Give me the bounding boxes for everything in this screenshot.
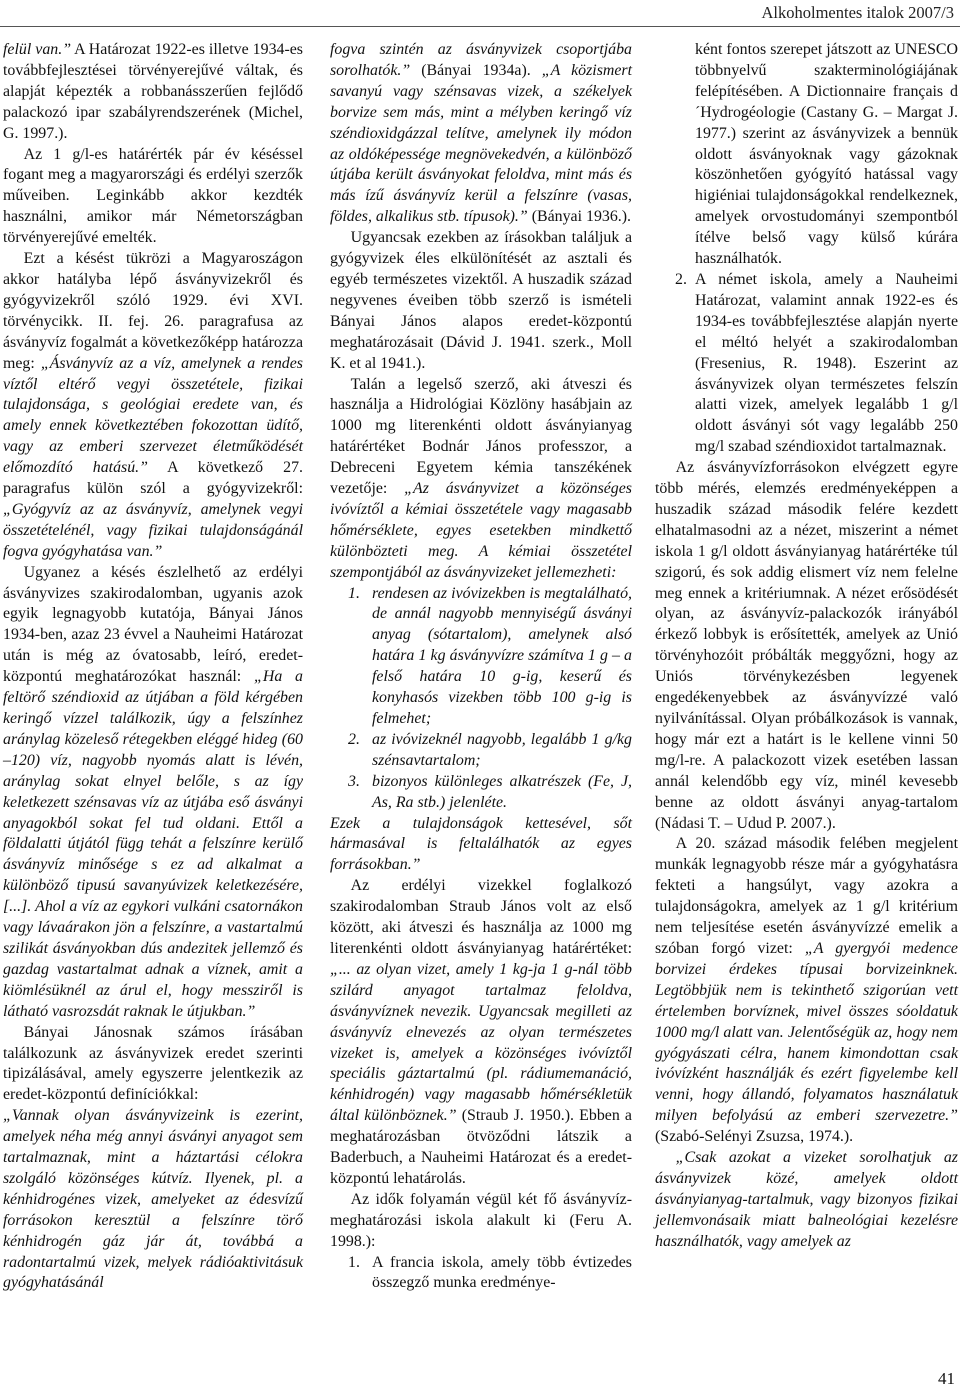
list-text: bizonyos különleges alkatrészek (Fe, J, As, Ra stb.) jelenléte. bbox=[372, 772, 632, 811]
list-item bbox=[330, 584, 632, 730]
paragraph: Ugyancsak ezekben az írásokban találjuk a gyógyvizek éles elkülönítését az asztali és egyéb természetes vizektől. A huszadik század negyvenes éveiben több szerző is ismételi Bányai János alapos eredet-központú meghatározásait (Dávid J. 1941. szerk., Moll K. et al 1941.). bbox=[330, 229, 632, 372]
quote-bodnar: „Az ásványvizet a közönséges ivóvíztől a kémiai összetétele vagy magasabb hőmérséklete, egyes esetekben mindkettő különbözteti meg. A kémiai összetétel szempontjából az ásványvizeket jellemezheti: bbox=[330, 480, 632, 581]
citation: (Bányai 1936.). bbox=[527, 208, 632, 226]
list-number: 1. bbox=[348, 1253, 360, 1271]
paragraph bbox=[3, 249, 303, 563]
paragraph bbox=[655, 834, 958, 1148]
quote-final: „Csak azokat a vizeket sorolhatjuk az ásványvizek közé, amelyek oldott ásványianyag-tartalmuk, vagy bizonyos fizikai jellemvonásaik miatt balneológiai kezelésre használhatók, vagy amelyek az bbox=[655, 1149, 958, 1250]
quote-definition-medicinal-water: „Gyógyvíz az az ásványvíz, amelynek vegyi összetételénél, vagy fizikai tulajdonságánál fogva gyógyhatása van.” bbox=[3, 500, 303, 560]
list-item bbox=[330, 772, 632, 814]
paragraph bbox=[330, 876, 632, 1190]
numbered-list bbox=[330, 584, 632, 814]
paragraph: Bányai Jánosnak számos írásában találkozunk az ásványvizek eredet szerinti tipizálásával, amely egyszerre jelentkezik az eredet-központú definíciókkal: bbox=[3, 1023, 303, 1104]
text-column-1 bbox=[3, 40, 303, 1294]
page-number: 41 bbox=[938, 1369, 955, 1388]
quote-fragment: felül van.” bbox=[3, 41, 72, 58]
text-run: A 20. század második felében megjelent munkák legnagyobb része már a gyógyhatásra fekteti a hangsúlyt, vagy azokra a tulajdonságokra, amelyek az 1 g/l kritérium nem teljesítése esetén ásványvízzé emelik a szóban forgó vizet: bbox=[655, 835, 958, 957]
list-number: 3. bbox=[348, 772, 360, 790]
paragraph bbox=[3, 563, 303, 1023]
list-item bbox=[330, 1253, 632, 1295]
quote-fragment: fogva szintén az ásványvizek csoportjába sorolhatók.” bbox=[330, 41, 632, 79]
paragraph bbox=[330, 40, 632, 228]
list-item bbox=[655, 270, 958, 458]
paragraph-quote bbox=[655, 1148, 958, 1253]
text-column-2 bbox=[330, 40, 632, 1294]
list-number: 1. bbox=[348, 584, 360, 602]
list-number: 2. bbox=[675, 270, 687, 288]
quote-banyai: „Ha a feltörő széndioxid az útjában a föld kérgében keringő vízzel találkozik, úgy a felszínhez aránylag közeleső rétegekben eléggé hideg (60 –120) víz, nagyobb nyomás alatt is lévén, aránylag sokat elnyel belőle, s az így keletkezett szénsavas víz az útjába eső ásványi anyagokból sokat fel tud oldani. Ettől a földalatti útjától függ tehát a felszínre kerülő ásványvíz minősége s ez ad alkalmat a különböző tipusú savanyúvizek keletkezésére, [...]. Ahol a víz az egykori vulkáni csatornákon vagy lávaárakon jön a felszínre, a vastartalmú szilikát ásványokban dús andezitek jellemző és gazdag vastartalmat adnak a víznek, amit a kiömlésüknél az árul el, hogy messziről is látható vasrozsdát raknak le útjukban.” bbox=[3, 668, 303, 1020]
quote-gyergyo: „A gyergyói medence borvizei érdekes típusai borvizeinknek. Legtöbbjük nem is tekinthető szigorúan vett értelemben borvíznek, mivel összes sóoldatuk 1000 mg/l alatt van. Jelentőségük az, hogy nem gyógyászati célra, hanem kimondottan csak ivóvízként használják és ezért figyelembe kell venni, hogy állandó, folyamatos használatuk milyen befolyású az emberi szervezetre.” bbox=[655, 939, 958, 1125]
list-text: A francia iskola, amely több évtizedes összegző munka eredménye- bbox=[372, 1253, 632, 1292]
citation: (Bányai 1934a). bbox=[410, 61, 542, 79]
numbered-list bbox=[655, 270, 958, 458]
text-column-3 bbox=[655, 40, 958, 1253]
quote-end: Ezek a tulajdonságok kettesével, sőt hármasával is feltalálhatók az egyes forrásokban.” bbox=[330, 814, 632, 874]
text-run: Ezt a késést tükrözi a Magyaroszágon akkor hatályba lépő ásványvizekről és gyógyvizekről szóló 1929. évi XVI. törvénycikk. II. fej. 26. paragrafusa az ásványvíz fogalmát a következőképp határozza meg: bbox=[3, 250, 304, 372]
text-run: Talán a legelső szerző, aki átveszi és használja a Hidrológiai Közlöny hasábjain az 1000 mg literenkénti oldott ásványianyag határértéket Bodnár János professzor, a Debreceni Egyetem kémia tanszékének vezetője: bbox=[330, 375, 632, 498]
paragraph: Az 1 g/l-es határérték pár év késéssel fogant meg a magyarországi és erdélyi szerzők műveiben. Leginkább akkor kezdték használni, amikor már Németországban törvényerejűvé emelték. bbox=[3, 145, 303, 247]
paragraph: Az idők folyamán végül két fő ásványvíz-meghatározási iskola alakult ki (Feru A. 1998.): bbox=[330, 1190, 632, 1250]
header-rule bbox=[0, 26, 960, 27]
text-run: Az erdélyi vizekkel foglalkozó szakirodalomban Straub János volt az első között, aki átveszi és használja az 1000 mg literenkénti oldott ásványianyag határértéket: bbox=[330, 877, 632, 957]
quote-definition-mineral-water: „Ásványvíz az a víz, amelynek a rendes víztől eltérő vegyi összetétele, fizikai tulajdonsága, s geológiai eredete van, és amely ennek következtében fokozottan üdítő, vagy az emberi szervezet életműködését előmozdító hatású.” bbox=[3, 354, 303, 477]
text-run: (Straub J. 1950.). Ebben a meghatározásban ötvöződni látszik a Baderbuch, a Nauheimi Határozat és a eredet-központú lehatárolás. bbox=[330, 1107, 632, 1187]
list-number: 2. bbox=[348, 730, 360, 748]
text-run: A Határozat 1922-es illetve 1934-es továbbfejlesztései törvényerejűvé váltak, és alapját képezték a robbanásszerűen fejlődő palackozó ipar szabályrendszerének (Michel, G. 1997.). bbox=[3, 41, 303, 142]
numbered-list bbox=[330, 1253, 632, 1295]
text-run: A következő 27. paragrafus külön szól a gyógyvizekről: bbox=[3, 459, 303, 498]
list-continuation: ként fontos szerepet játszott az UNESCO többnyelvű szakterminológiájának felépítésében. A Dictionnaire français d´Hydrogéologie (Castany G. – Margat J. 1977.) szerint az ásványvizek a bennük oldott ásványoknak vagy gázoknak köszönhetően gyógyító hatással vagy higiéniai tulajdonságokkal rendelkeznek, amelyek orvostudományi szempontból ítélve belső vagy külső kúrára használhatók. bbox=[695, 41, 958, 268]
running-header: Alkoholmentes italok 2007/3 bbox=[761, 3, 954, 22]
quote-banyai-2: „Vannak olyan ásványvizeink is ezerint, amelyek néha még annyi ásványi anyagot sem tartalmaznak, mint a háztartási célokra szolgáló közönséges kútvíz. Ilyenek, pl. a kénhidrogénes vizek, amelyeket az édesvízű forrásokon keresztül a felszínre törő kénhidrogén gáz jár át, továbbá a radontartalmú vizek, melyek rádióaktivitásuk gyógyhatásánál bbox=[3, 1107, 303, 1292]
paragraph-quote bbox=[330, 814, 632, 877]
list-text: rendesen az ivóvizekben is megtalálható, de annál nagyobb mennyiségű ásványi anyag (sótartalom), amelynek alsó határa 1 kg ásványvízre számítva 1 g – a felső határa 10 g-ig, keserű és konyhasós vizekben több 100 g-ig is felmehet; bbox=[372, 584, 632, 727]
paragraph bbox=[3, 40, 303, 145]
quote-straub: „... az olyan vizet, amely 1 kg-ja 1 g-nál több szilárd anyagot tartalmaz feloldva, ásványvíznek nevezik. Ugyancsak megilleti az ásványvíz elnevezés az olyan természetes vizeket is, amelyek a közönséges ivóvíztől speciális gáztartalmú (pl. rádiumemanáció, kénhidrogén) vagy magasabb hőmérsékletük által különböznek.” bbox=[330, 960, 632, 1125]
paragraph bbox=[330, 375, 632, 584]
text-run: Ugyanez a késés észlelhető az erdélyi ásványvizes szakirodalomban, ugyanis azok egyik legnagyobb kutatója, Bányai János 1934-ben, azaz 23 évvel a Nauheimi Határozat után is még az óvatosabb, leíró, eredet-központú meghatározókat használ: bbox=[3, 563, 303, 686]
list-text: A német iskola, amely a Nauheimi Határozat, valamint annak 1922-es és 1934-es továbbfejlesztése alapján nyerte el méltó helyét a szakirodalomban (Fresenius, R. 1948). Eszerint az ásványvizek olyan természetes felszín alatti vizek, amelyek legalább 1 g/l oldott ásványi sót vagy legalább 250 mg/l szabad széndioxidot tartalmaznak. bbox=[695, 270, 958, 456]
list-text: az ivóvizeknél nagyobb, legalább 1 g/kg szénsavtartalom; bbox=[372, 730, 632, 769]
quote-banyai-3: „A közismert savanyú vagy szénsavas vizek, a székelyek borvize sem más, mint a mélyben keringő víz széndioxidgázzal telítve, amelynek ily módon az oldóképessége megnövekedvén, a különböző útjába került ásványokat feloldva, mint más és más ízű ásványvíz kerül a felszínre (vasas, földes, alkalikus stb. típusok).” bbox=[330, 61, 633, 226]
paragraph: Az ásványvízforrásokon elvégzett egyre több mérés, elemzés eredményeképpen a huszadik század második felére kezdett elhatalmasodni az a nézet, miszerint a német iskola 1 g/l oldott ásványianyag határértéke túl szigorú, és sok addig elismert víz nem felelne meg ennek a kritériumnak. A nézet erősödését olyan, az ásványvíz-palackozók irányából érkező lobbyk is erősítették, amelyek az Unió törvényhozóit próbálták meggyőzni, hogy az Uniós törvénykezésben legyenek engedékenyebbek az ásványvízzé való nyilvánítással. Olyan próbálkozások is vannak, hogy már ezt a határt is le kellene vinni 50 mg/l-re. A palackozott vizek esetében lassan annál kelendőbb egy víz, minél kevesebb benne az oldott ásványi anyag-tartalom (Nádasi T. – Udud P. 2007.). bbox=[655, 459, 958, 832]
list-item bbox=[330, 730, 632, 772]
paragraph-quote bbox=[3, 1106, 303, 1294]
citation: (Szabó-Selényi Zsuzsa, 1974.). bbox=[655, 1128, 854, 1146]
